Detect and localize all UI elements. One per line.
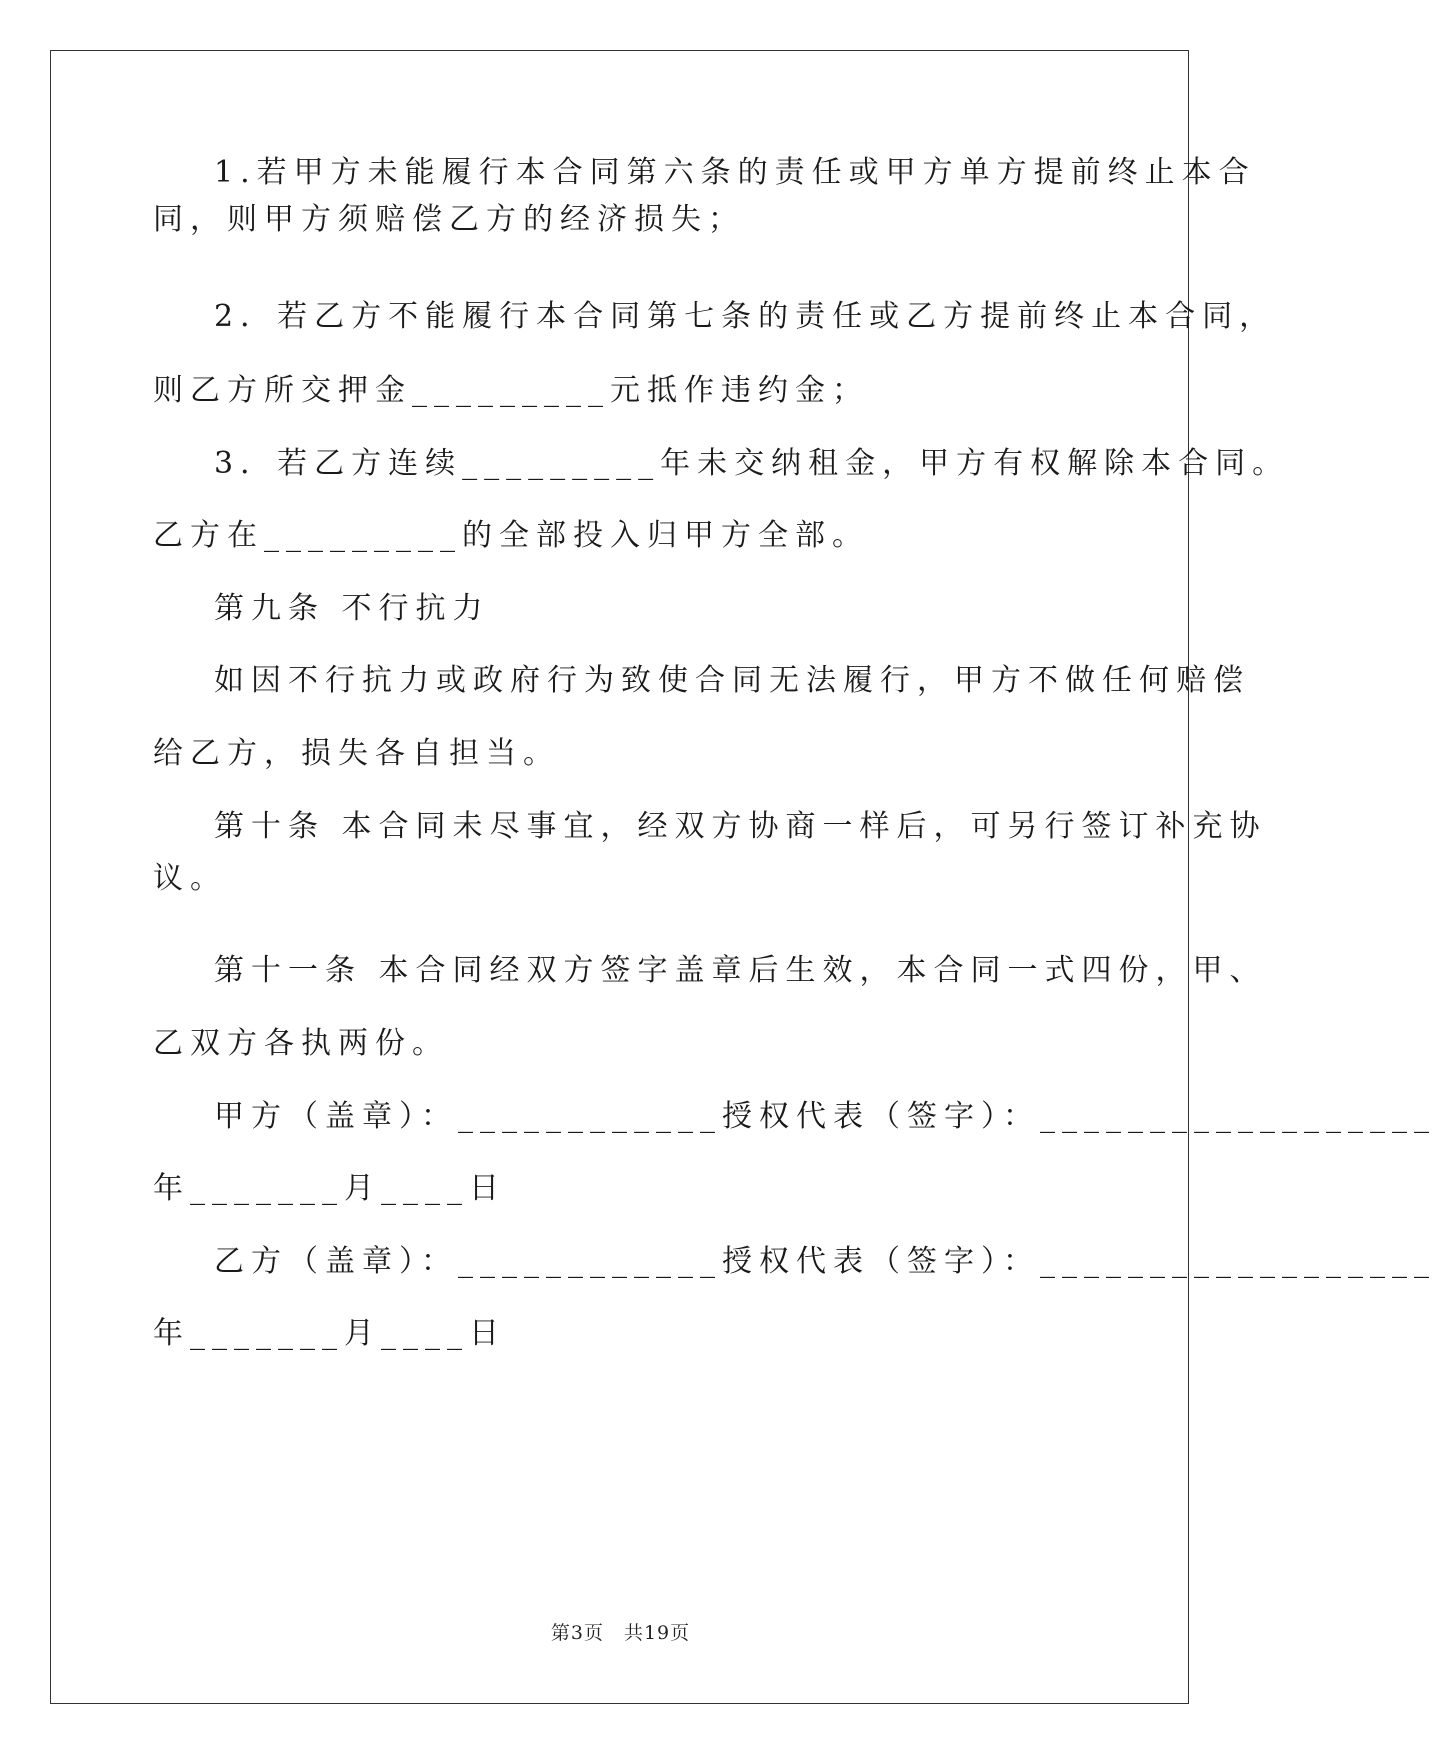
date-line-party-a: 年_______月____日	[153, 1171, 506, 1206]
paragraph-line: 3．若乙方连续_________年未交纳租金，甲方有权解除本合同。	[214, 446, 1290, 481]
date-line-party-b: 年_______月____日	[153, 1316, 506, 1351]
paragraph-line: 议。	[153, 861, 227, 896]
paragraph-line: 2．若乙方不能履行本合同第七条的责任或乙方提前终止本合同，	[214, 299, 1277, 334]
paragraph-line: 第十条 本合同未尽事宜，经双方协商一样后，可另行签订补充协	[214, 809, 1267, 844]
section-heading: 第九条 不行抗力	[214, 591, 490, 626]
paragraph-line: 同，则甲方须赔偿乙方的经济损失；	[153, 202, 745, 237]
paragraph-line: 1.若甲方未能履行本合同第六条的责任或甲方单方提前终止本合	[214, 155, 1256, 190]
paragraph-line: 给乙方，损失各自担当。	[153, 736, 560, 771]
paragraph-line: 则乙方所交押金_________元抵作违约金；	[153, 373, 869, 408]
paragraph-line: 乙方在_________的全部投入归甲方全部。	[153, 518, 869, 553]
page-number: 第3页 共19页	[550, 1622, 691, 1644]
signature-line-party-b: 乙方（盖章）：____________授权代表（签字）：__________________	[214, 1244, 1436, 1279]
signature-line-party-a: 甲方（盖章）：____________授权代表（签字）：__________________	[214, 1099, 1436, 1134]
paragraph-line: 乙双方各执两份。	[153, 1026, 449, 1061]
paragraph-line: 如因不行抗力或政府行为致使合同无法履行，甲方不做任何赔偿	[214, 663, 1250, 698]
paragraph-line: 第十一条 本合同经双方签字盖章后生效，本合同一式四份，甲、	[214, 953, 1267, 988]
